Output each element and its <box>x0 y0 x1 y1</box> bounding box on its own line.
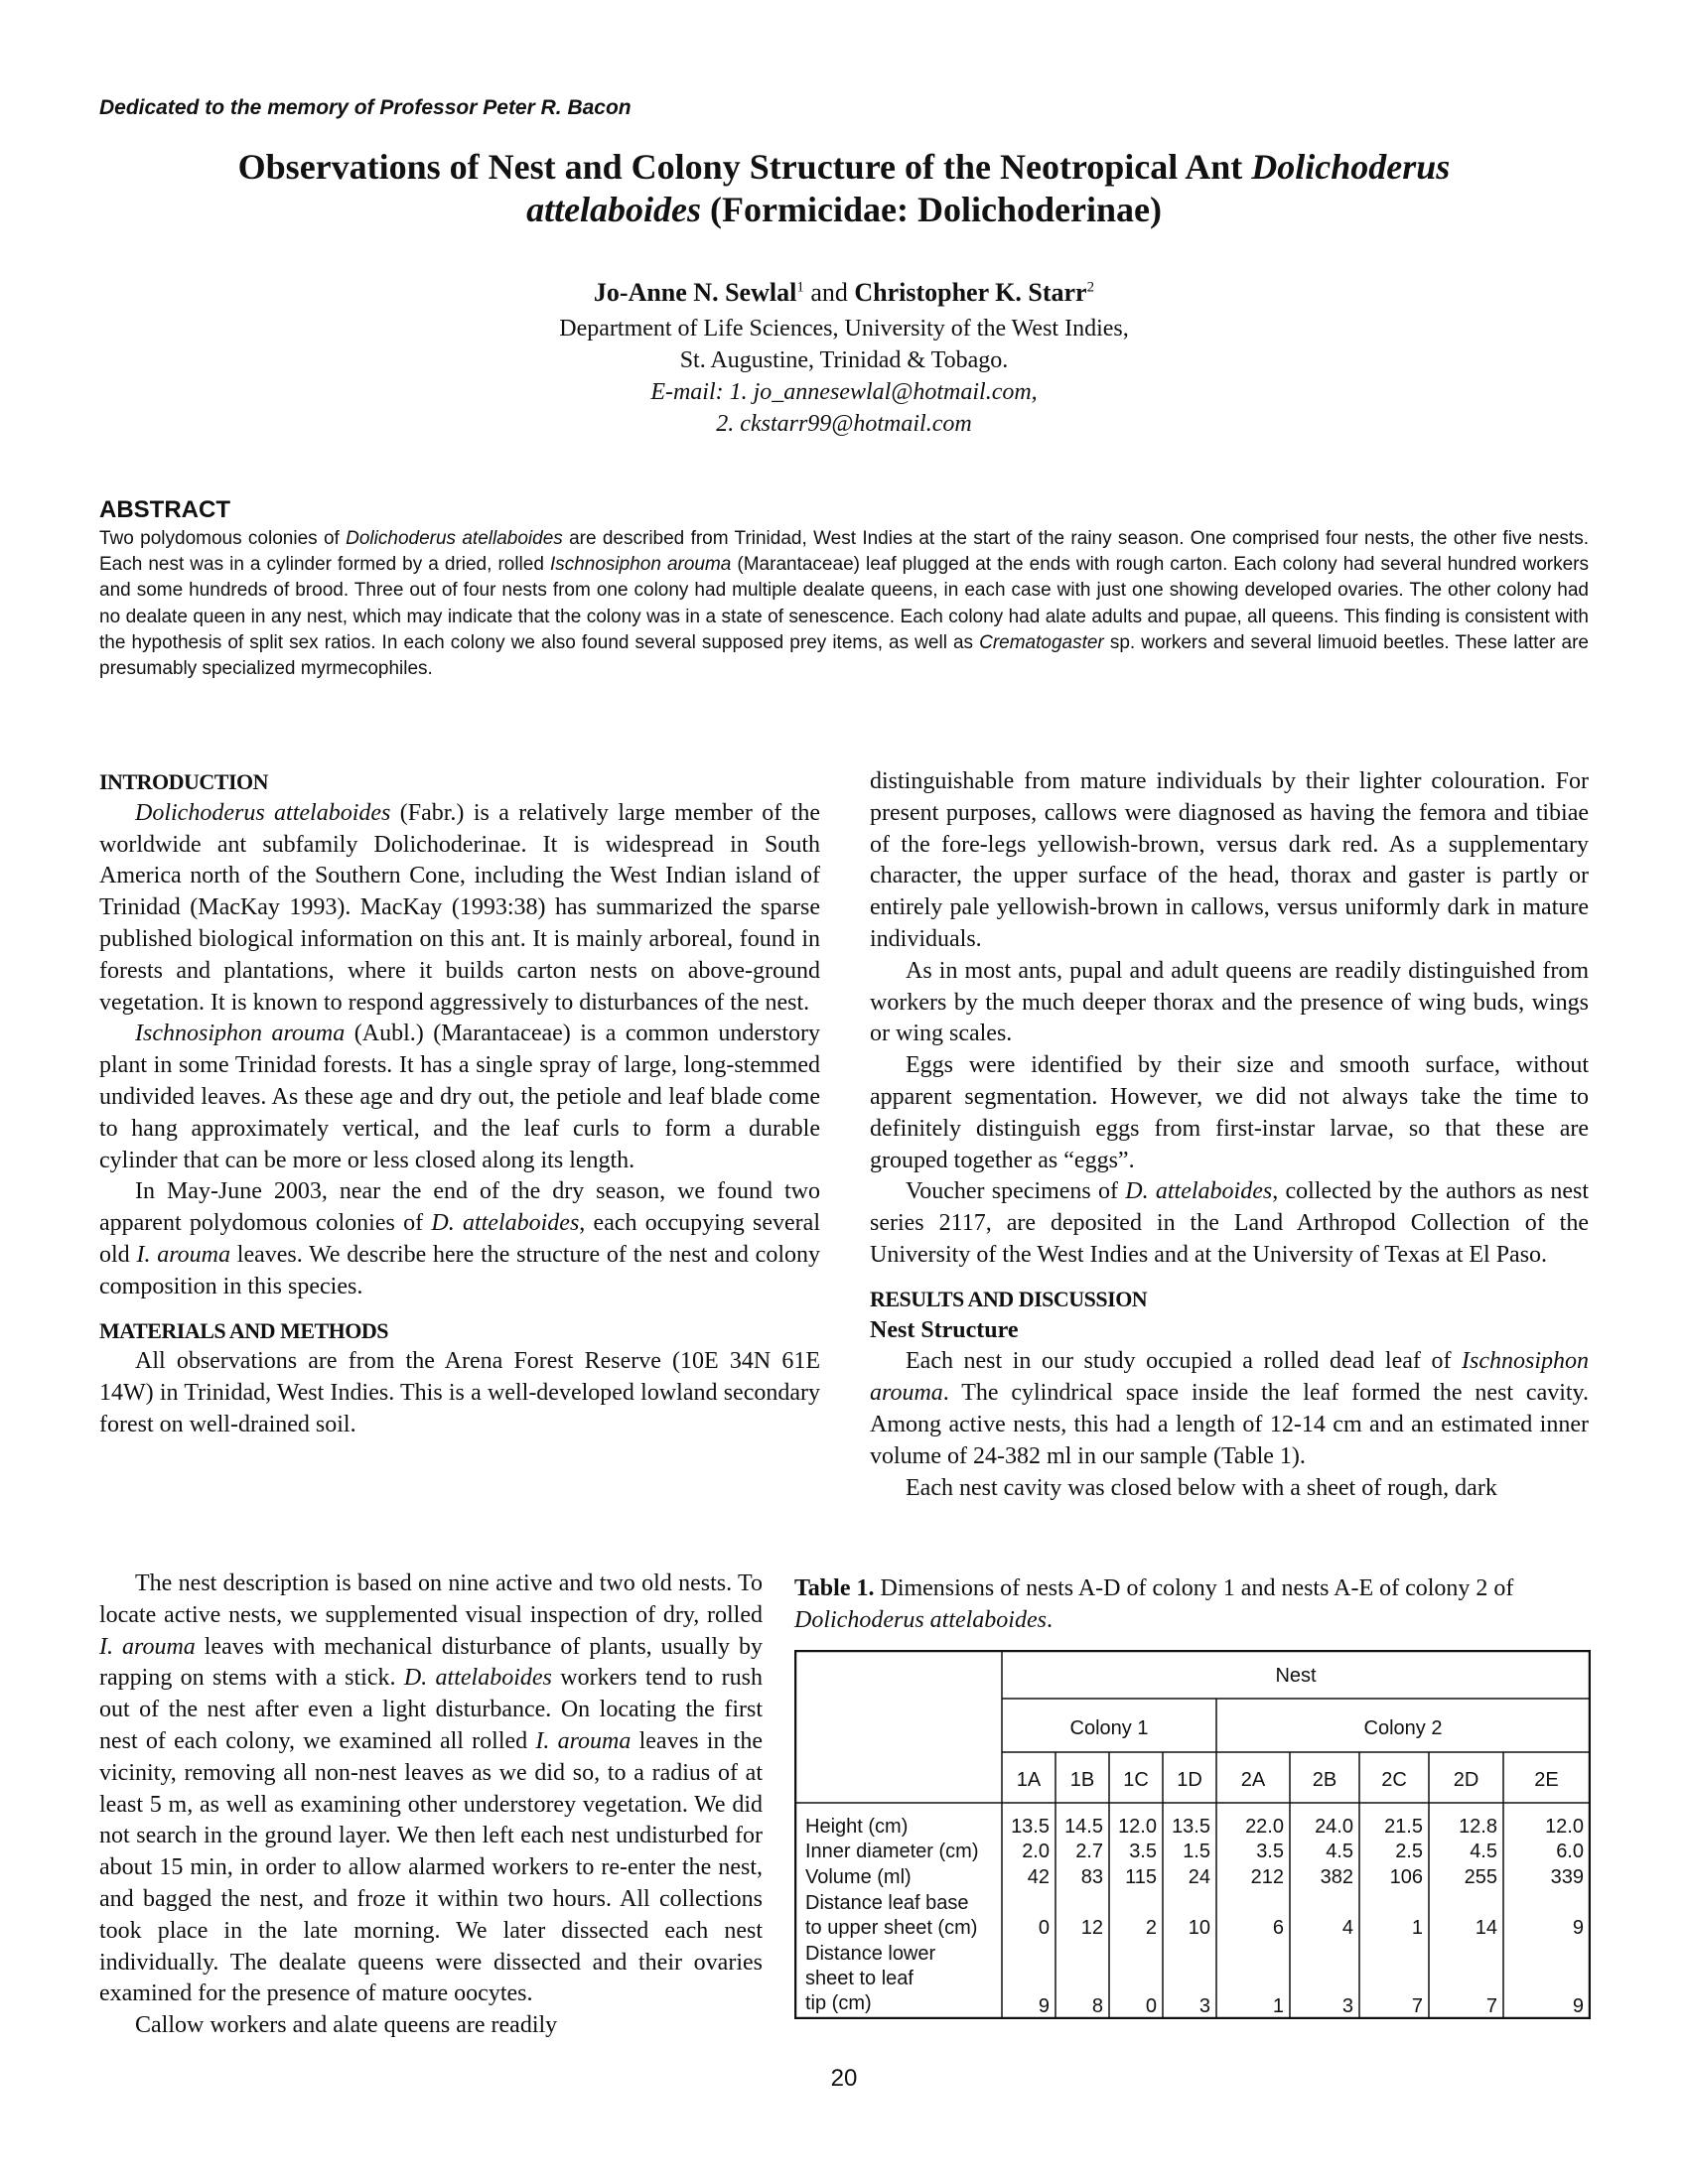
table-cell: 9 <box>1572 1917 1584 1939</box>
text-run: In May-June 2003, near the end of the dry season, we found two apparent polydomous colonies of <box>99 1178 820 1237</box>
abstract-text-run: Two polydomous colonies of <box>99 528 347 549</box>
caption-text: Dimensions of nests A-D of colony 1 and nests A-E of colony 2 of <box>874 1575 1514 1601</box>
table-cell: 10 <box>1188 1917 1210 1939</box>
author-name: Jo-Anne N. Sewlal <box>593 278 797 307</box>
table-text <box>805 1665 1584 2017</box>
table-cell: 12.0 <box>1545 1816 1584 1838</box>
abstract-text <box>99 526 1589 682</box>
taxon-name: D. attelaboides <box>431 1210 580 1237</box>
taxon-name: I. arouma <box>535 1727 632 1754</box>
text-run: leaves in the vicinity, removing all non-nest leaves as we did so, to a radius of at least 5 m, as well as examining other understorey vegetation. We did not search in the ground layer. We then left each nest undisturbed for about 15 min, in order to allow alarmed workers to re-enter the nest, and bagged the nest, and froze it within two hours. All collections took place in the late morning. We later dissected each nest individually. The dealate queens were dissected and their ovaries examined for the presence of mature oocytes. <box>99 1727 764 2007</box>
taxon-name: Ischnosiphon arouma <box>870 1348 1589 1407</box>
section-heading-results: RESULTS AND DISCUSSION <box>870 1286 1148 1311</box>
subsection-heading: Nest Structure <box>870 1316 1019 1343</box>
dedication: Dedicated to the memory of Professor Peter R. Bacon <box>99 96 632 119</box>
table-cell: 2.0 <box>1022 1841 1050 1862</box>
taxon-name: Dolichoderus attelaboides <box>135 799 391 826</box>
table-row-label: to upper sheet (cm) <box>805 1917 978 1939</box>
table-column-header: 1D <box>1177 1769 1202 1791</box>
table-cell: 13.5 <box>1172 1816 1210 1838</box>
table-cell: 13.5 <box>1011 1816 1050 1838</box>
paragraph: As in most ants, pupal and adult queens are readily distinguished from workers by the much deeper thorax and the presence of wing buds, wings or wing scales. <box>870 957 1589 1047</box>
taxon-name: D. attelaboides <box>1125 1178 1273 1205</box>
abstract-text-run: are described from Trinidad, West Indies at the start of the rainy season. One comprised four nests, the other five nests. Each nest was in a cylinder formed by a dried, rolled <box>99 528 1589 576</box>
taxon-name: D. attelaboides <box>403 1665 552 1692</box>
table-column-header: 1C <box>1123 1769 1149 1791</box>
table-cell: 3 <box>1198 1995 1210 2017</box>
table-header-nest: Nest <box>1275 1665 1317 1687</box>
table-header-colony: Colony 1 <box>1069 1717 1149 1739</box>
table-cell: 9 <box>1572 1995 1584 2017</box>
paragraph <box>870 1346 1589 1472</box>
right-column <box>870 766 1589 1504</box>
title-text: Observations of Nest and Colony Structure of the Neotropical Ant <box>237 147 1252 187</box>
table-cell: 9 <box>1038 1995 1050 2017</box>
table-column-header: 2B <box>1312 1769 1337 1791</box>
taxon-name: Ischnosiphon arouma <box>549 554 732 576</box>
author-name: Christopher K. Starr <box>854 278 1087 307</box>
paper-title <box>129 146 1559 231</box>
abstract-text-run: (Marantaceae) leaf plugged at the ends with rough carton. Each colony had several hundred workers and some hundreds of brood. Three out of four nests from one colony had multiple dealate queens, in each case with just one showing developed ovaries. The other colony had no dealate queen in any nest, which may indicate that the colony was in a state of senescence. Each colony had alate adults and pupae, all queens. This finding is consistent with the hypothesis of split sex ratios. In each colony we also found several supposed prey items, as well as <box>99 554 1589 653</box>
text-run: (Aubl.) (Marantaceae) is a common understory plant in some Trinidad forests. It has a single spray of large, long-stemmed undivided leaves. As these age and dry out, the petiole and leaf blade come to hang approximately vertical, and the leaf curls to form a durable cylinder that can be more or less closed along its length. <box>99 1021 820 1173</box>
paragraph <box>870 1176 1589 1271</box>
page-number: 20 <box>830 2065 858 2092</box>
title-species: attelaboides <box>526 190 702 229</box>
table-row-label: Height (cm) <box>805 1816 909 1838</box>
table-cell: 2.7 <box>1075 1841 1103 1862</box>
table-header-colony: Colony 2 <box>1363 1717 1443 1739</box>
left-column-continued <box>99 1569 763 2042</box>
author-line <box>0 278 1688 308</box>
paragraph <box>99 798 820 1020</box>
table-cell: 1 <box>1411 1917 1423 1939</box>
text-run: leaves with mechanical disturbance of plants, usually by rapping on stems with a stick. <box>99 1633 763 1692</box>
table-row-label: tip (cm) <box>805 1992 872 2014</box>
table-cell: 0 <box>1038 1917 1050 1939</box>
table-cell: 6 <box>1272 1917 1284 1939</box>
table-cell: 3.5 <box>1129 1841 1157 1862</box>
table-row-label: sheet to leaf <box>805 1968 914 1989</box>
text-run: , collected by the authors as nest series 2117, are deposited in the Land Arthropod Collection of the University of the West Indies and at the University of Texas at El Paso. <box>870 1178 1589 1268</box>
table-cell: 1 <box>1272 1995 1284 2017</box>
table-cell: 0 <box>1145 1995 1157 2017</box>
nest-dimensions-table <box>794 1650 1591 2019</box>
table-cell: 2 <box>1145 1917 1157 1939</box>
table-label: Table 1. <box>794 1575 875 1601</box>
taxon-name: I. arouma <box>136 1241 231 1268</box>
table-cell: 106 <box>1389 1866 1423 1888</box>
table-cell: 83 <box>1080 1866 1103 1888</box>
table-caption <box>794 1573 1589 1637</box>
taxon-name: I. arouma <box>99 1633 196 1660</box>
table-cell: 24 <box>1188 1866 1210 1888</box>
table-cell: 339 <box>1550 1866 1584 1888</box>
table-cell: 2.5 <box>1395 1841 1423 1862</box>
table-cell: 255 <box>1464 1866 1497 1888</box>
table-cell: 21.5 <box>1384 1816 1423 1838</box>
table-column-header: 1A <box>1016 1769 1042 1791</box>
paragraph: Eggs were identified by their size and smooth surface, without apparent segmentation. However, we did not always take the time to definitely distinguish eggs from first-instar larvae, so that these are grouped together as “eggs”. <box>870 1052 1589 1173</box>
text-run: . The cylindrical space inside the leaf formed the nest cavity. Among active nests, this had a length of 12-14 cm and an estimated inner volume of 24-382 ml in our sample (Table 1). <box>870 1380 1589 1469</box>
text-run: (Fabr.) is a relatively large member of the worldwide ant subfamily Dolichoderinae. It is widespread in South America north of the Southern Cone, including the West Indian island of Trinidad (MacKay 1993). MacKay (1993:38) has summarized the sparse published biological information on this ant. It is mainly arboreal, found in forests and plantations, where it builds carton nests on above-ground vegetation. It is known to respond aggressively to disturbances of the nest. <box>99 799 820 1016</box>
table-cell: 212 <box>1250 1866 1284 1888</box>
table-column-header: 2C <box>1381 1769 1407 1791</box>
table-row-label: Distance leaf base <box>805 1892 969 1914</box>
table-cell: 4.5 <box>1326 1841 1353 1862</box>
table-cell: 3.5 <box>1256 1841 1284 1862</box>
author-footnote-mark: 2 <box>1086 279 1095 296</box>
table-cell: 12.8 <box>1459 1816 1497 1838</box>
table-column-header: 2D <box>1453 1769 1479 1791</box>
title-genus: Dolichoderus <box>1251 147 1451 187</box>
text-run: , each occupying several old <box>99 1210 820 1268</box>
table-cell: 1.5 <box>1183 1841 1210 1862</box>
section-heading-introduction: INTRODUCTION <box>99 769 269 794</box>
table-cell: 115 <box>1125 1866 1157 1888</box>
author-email-line <box>0 379 1688 406</box>
text-run: Voucher specimens of <box>906 1178 1126 1205</box>
table-column-header: 2E <box>1534 1769 1559 1791</box>
table-cell: 12.0 <box>1118 1816 1157 1838</box>
table-column-header: 2A <box>1240 1769 1266 1791</box>
table-cell: 7 <box>1411 1995 1423 2017</box>
paragraph: Each nest cavity was closed below with a sheet of rough, dark <box>906 1474 1497 1501</box>
caption-text: . <box>1046 1606 1053 1633</box>
table-cell: 4.5 <box>1470 1841 1497 1862</box>
abstract-heading: ABSTRACT <box>99 496 230 523</box>
left-column <box>99 766 820 1441</box>
taxon-name: Dolichoderus attelaboides <box>794 1606 1047 1633</box>
table-cell: 14.5 <box>1064 1816 1103 1838</box>
author-footnote-mark: 1 <box>796 279 804 296</box>
taxon-name: Ischnosiphon arouma <box>135 1021 346 1047</box>
author-email[interactable]: 2. ckstarr99@hotmail.com <box>716 411 972 437</box>
author-conjunction: and <box>803 278 855 307</box>
table-cell: 42 <box>1027 1866 1050 1888</box>
table-cell: 24.0 <box>1315 1816 1353 1838</box>
table-cell: 7 <box>1485 1995 1497 2017</box>
email-label: E-mail: <box>650 379 724 405</box>
table-cell: 8 <box>1091 1995 1103 2017</box>
taxon-name: Crematogaster <box>979 631 1104 653</box>
text-run: workers tend to rush out of the nest after even a light disturbance. On locating the first nest of each colony, we examined all rolled <box>99 1665 763 1754</box>
text-run: The nest description is based on nine active and two old nests. To locate active nests, we supplemented visual inspection of dry, rolled <box>99 1570 763 1628</box>
table-cell: 14 <box>1475 1917 1497 1939</box>
table-row-label: Distance lower <box>805 1943 936 1965</box>
taxon-name: Dolichoderus atellaboides <box>346 528 563 549</box>
section-heading-methods: MATERIALS AND METHODS <box>99 1317 389 1343</box>
author-location: St. Augustine, Trinidad & Tobago. <box>679 347 1009 373</box>
table-cell: 12 <box>1080 1917 1103 1939</box>
text-run: Each nest in our study occupied a rolled dead leaf of <box>906 1348 1462 1375</box>
table-cell: 4 <box>1341 1917 1353 1939</box>
table-cell: 3 <box>1341 1995 1353 2017</box>
paragraph: Callow workers and alate queens are readily <box>135 2012 558 2039</box>
paragraph <box>99 1019 820 1176</box>
author-department: Department of Life Sciences, University of the West Indies, <box>559 316 1129 341</box>
title-family: (Formicidae: Dolichoderinae) <box>701 190 1162 229</box>
table-cell: 6.0 <box>1556 1841 1584 1862</box>
paragraph: distinguishable from mature individuals by their lighter colouration. For present purposes, callows were diagnosed as having the femora and tibiae of the fore-legs yellowish-brown, versus dark red. As a supplementary character, the upper surface of the head, thorax and gaster is partly or entirely pale yellowish-brown in callows, versus uniformly dark in mature individuals. <box>870 768 1589 952</box>
paragraph <box>99 1569 763 2010</box>
text-run: leaves. We describe here the structure of the nest and colony composition in this species. <box>99 1241 820 1299</box>
table-cell: 382 <box>1320 1866 1353 1888</box>
paragraph: All observations are from the Arena Forest Reserve (10E 34N 61E 14W) in Trinidad, West Indies. This is a well-developed lowland secondary forest on well-drained soil. <box>99 1348 820 1437</box>
table-column-header: 1B <box>1069 1769 1095 1791</box>
table-row-label: Volume (ml) <box>805 1866 912 1888</box>
table-cell: 22.0 <box>1245 1816 1284 1838</box>
table-row-label: Inner diameter (cm) <box>805 1841 979 1862</box>
author-email[interactable]: 1. jo_annesewlal@hotmail.com, <box>723 379 1038 405</box>
abstract-text-run: sp. workers and several limuoid beetles. These latter are presumably specialized myrmecophiles. <box>99 631 1589 680</box>
paragraph <box>99 1176 820 1302</box>
